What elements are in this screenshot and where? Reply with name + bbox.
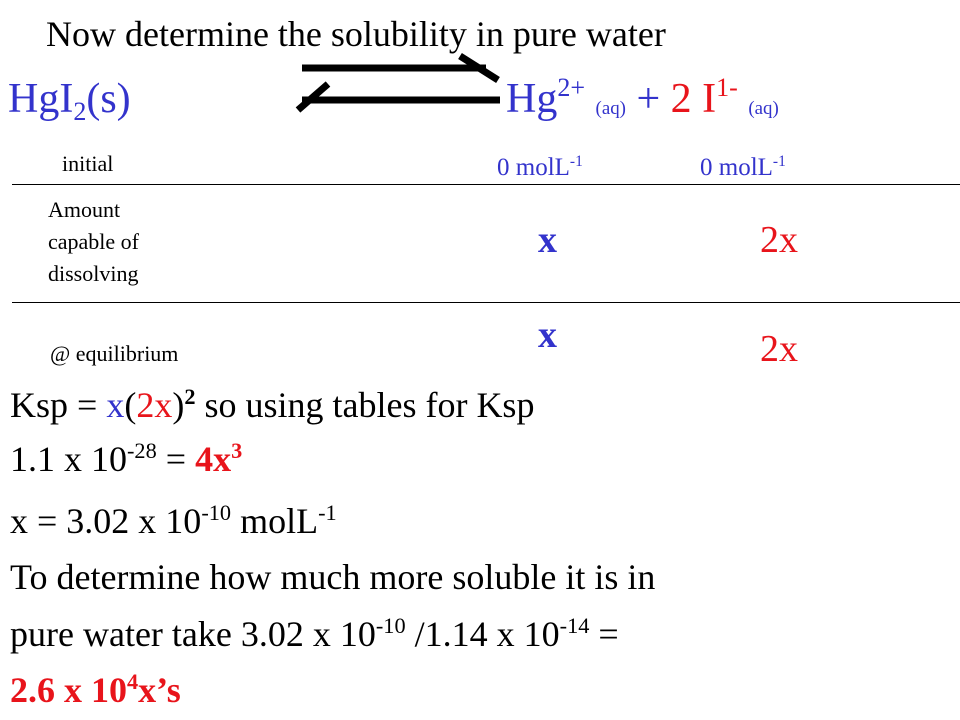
para2-prefix: pure water take 3.02 x 10: [10, 614, 376, 654]
row-label-initial: initial: [62, 151, 114, 176]
slide-title: Now determine the solubility in pure water: [46, 14, 666, 54]
eq1-rhs: 4x: [195, 439, 232, 479]
eq2-unit-exponent: -1: [318, 499, 337, 525]
para2-exponent-2: -14: [559, 612, 590, 638]
eq2-unit: molL: [231, 501, 319, 541]
ksp-x: x: [106, 385, 125, 425]
table-divider-2: [12, 302, 960, 303]
reactant-subscript: 2: [73, 96, 87, 126]
comparison-line-2: [10, 612, 619, 654]
table-divider-1: [12, 184, 960, 185]
equilibrium-hg-value: x: [538, 314, 557, 356]
row-label-amount: [48, 194, 139, 290]
reactant-state: (s): [86, 76, 131, 122]
ksp-prefix: Ksp =: [10, 385, 107, 425]
products: [506, 73, 779, 122]
eq2-prefix: x = 3.02 x 10: [10, 501, 202, 541]
ksp-open-paren: (: [124, 385, 137, 425]
row-label-equilibrium: @ equilibrium: [50, 341, 179, 366]
ksp-suffix: so using tables for Ksp: [195, 385, 535, 425]
ksp-close-paren: ): [172, 385, 185, 425]
initial-i-exp: -1: [772, 152, 786, 170]
answer-suffix: x’s: [138, 670, 181, 710]
equilibrium-i-value: 2x: [760, 328, 798, 370]
product2-state: (aq): [748, 97, 779, 119]
ksp-value-equation: [10, 437, 243, 479]
ksp-exponent: 2: [184, 383, 196, 409]
para2-mid: /1.14 x 10: [405, 614, 560, 654]
product2-base: 2 I: [670, 76, 717, 122]
initial-i-value: [700, 152, 786, 181]
product1-base: Hg: [506, 76, 558, 122]
eq1-exponent: -28: [127, 437, 157, 463]
para2-exponent-1: -10: [375, 612, 406, 638]
initial-hg-exp: -1: [569, 152, 583, 170]
equilibrium-arrow-icon: [290, 48, 510, 123]
para2-suffix: =: [589, 614, 619, 654]
comparison-line-1: To determine how much more soluble it is in: [10, 557, 656, 597]
row-label-amount-line1: Amount: [48, 197, 121, 222]
amount-hg-value: x: [538, 219, 557, 261]
product2-charge: 1-: [716, 73, 738, 103]
eq1-prefix: 1.1 x 10: [10, 439, 127, 479]
equation-plus: +: [636, 76, 661, 122]
amount-i-value: 2x: [760, 219, 798, 261]
ksp-2x: 2x: [136, 385, 173, 425]
final-answer: [10, 668, 181, 710]
ksp-expression: [10, 383, 535, 425]
answer-exponent: 4: [127, 668, 139, 694]
row-label-amount-line2: capable of: [48, 229, 139, 254]
answer-prefix: 2.6 x 10: [10, 670, 127, 710]
product1-state: (aq): [595, 97, 626, 119]
reactant-base: HgI: [8, 76, 74, 122]
initial-hg-text: 0 molL: [497, 154, 570, 181]
row-label-amount-line3: dissolving: [48, 261, 139, 286]
initial-hg-value: [497, 152, 583, 181]
initial-i-text: 0 molL: [700, 154, 773, 181]
eq2-exponent: -10: [201, 499, 232, 525]
eq1-equals: =: [156, 439, 196, 479]
product1-charge: 2+: [557, 73, 586, 103]
reactant-formula: [8, 76, 131, 126]
solubility-result: [10, 499, 337, 541]
eq1-rhs-exponent: 3: [231, 437, 243, 463]
